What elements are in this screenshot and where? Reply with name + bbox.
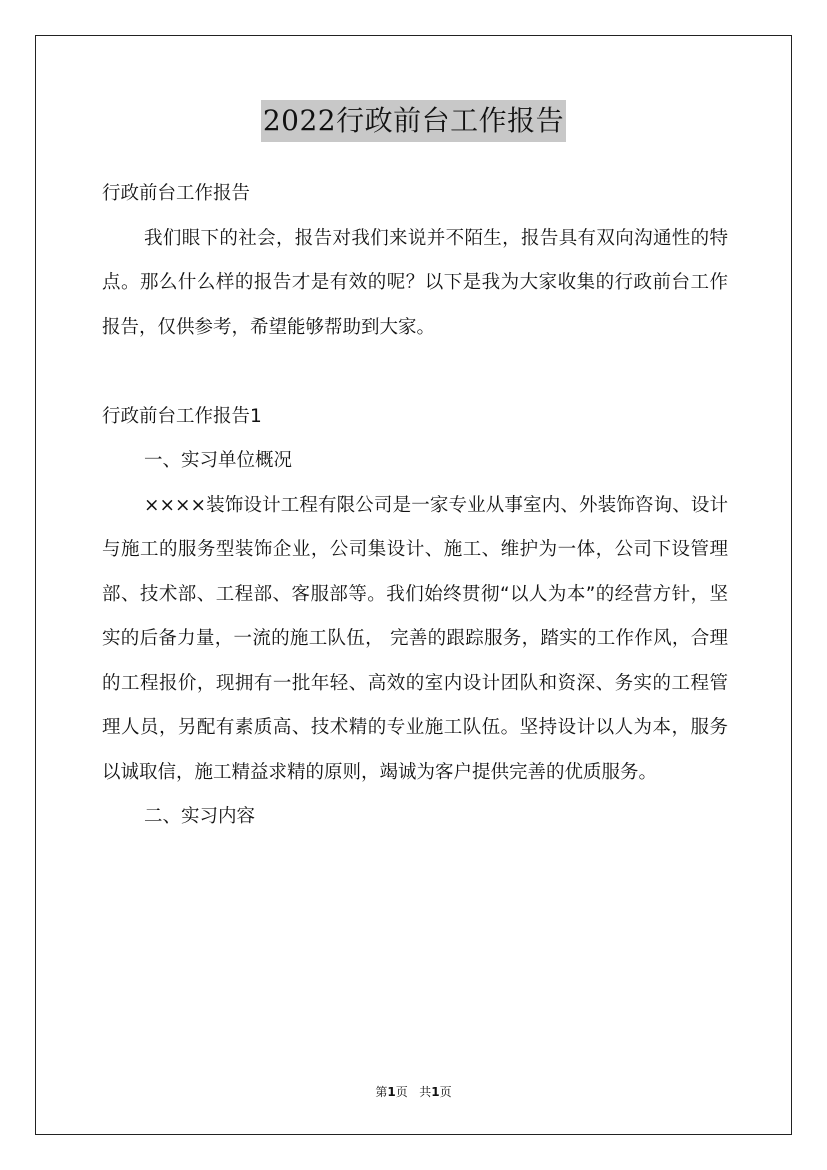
intro-paragraph: 我们眼下的社会，报告对我们来说并不陌生，报告具有双向沟通性的特点。那么什么样的报告才是有效的呢？以下是我为大家收集的行政前台工作报告，仅供参考，希望能够帮助到大家。: [102, 227, 728, 338]
page-prefix: 第: [375, 1085, 388, 1099]
page-footer: [0, 1083, 827, 1100]
total-prefix: 共: [419, 1085, 432, 1099]
blank-line: [102, 350, 728, 395]
subheading-company-overview: 一、实习单位概况: [144, 450, 293, 471]
total-suffix: 页: [439, 1085, 452, 1099]
subheading-internship-content: 二、实习内容: [144, 806, 256, 827]
document-title: 2022行政前台工作报告: [261, 100, 566, 142]
page-number: 1: [387, 1085, 396, 1099]
total-pages: 1: [431, 1085, 440, 1099]
title-container: [0, 100, 827, 142]
document-body: [102, 172, 728, 840]
section-heading: 行政前台工作报告: [102, 183, 251, 204]
report-heading: 行政前台工作报告1: [102, 405, 262, 427]
company-paragraph: ××××装饰设计工程有限公司是一家专业从事室内、外装饰咨询、设计与施工的服务型装饰企业，公司集设计、施工、维护为一体，公司下设管理部、技术部、工程部、客服部等。我们始终贯彻“以人为本”的经营方针，坚实的后备力量，一流的施工队伍， 完善的跟踪服务，踏实的工作作风，合理的工程报价，现拥有一批年轻、高效的室内设计团队和资深、务实的工程管理人员，另配有素质高、技术精的专业施工队伍。坚持设计以人为本，服务以诚取信，施工精益求精的原则，竭诚为客户提供完善的优质服务。: [102, 494, 728, 783]
page-suffix: 页: [395, 1085, 408, 1099]
